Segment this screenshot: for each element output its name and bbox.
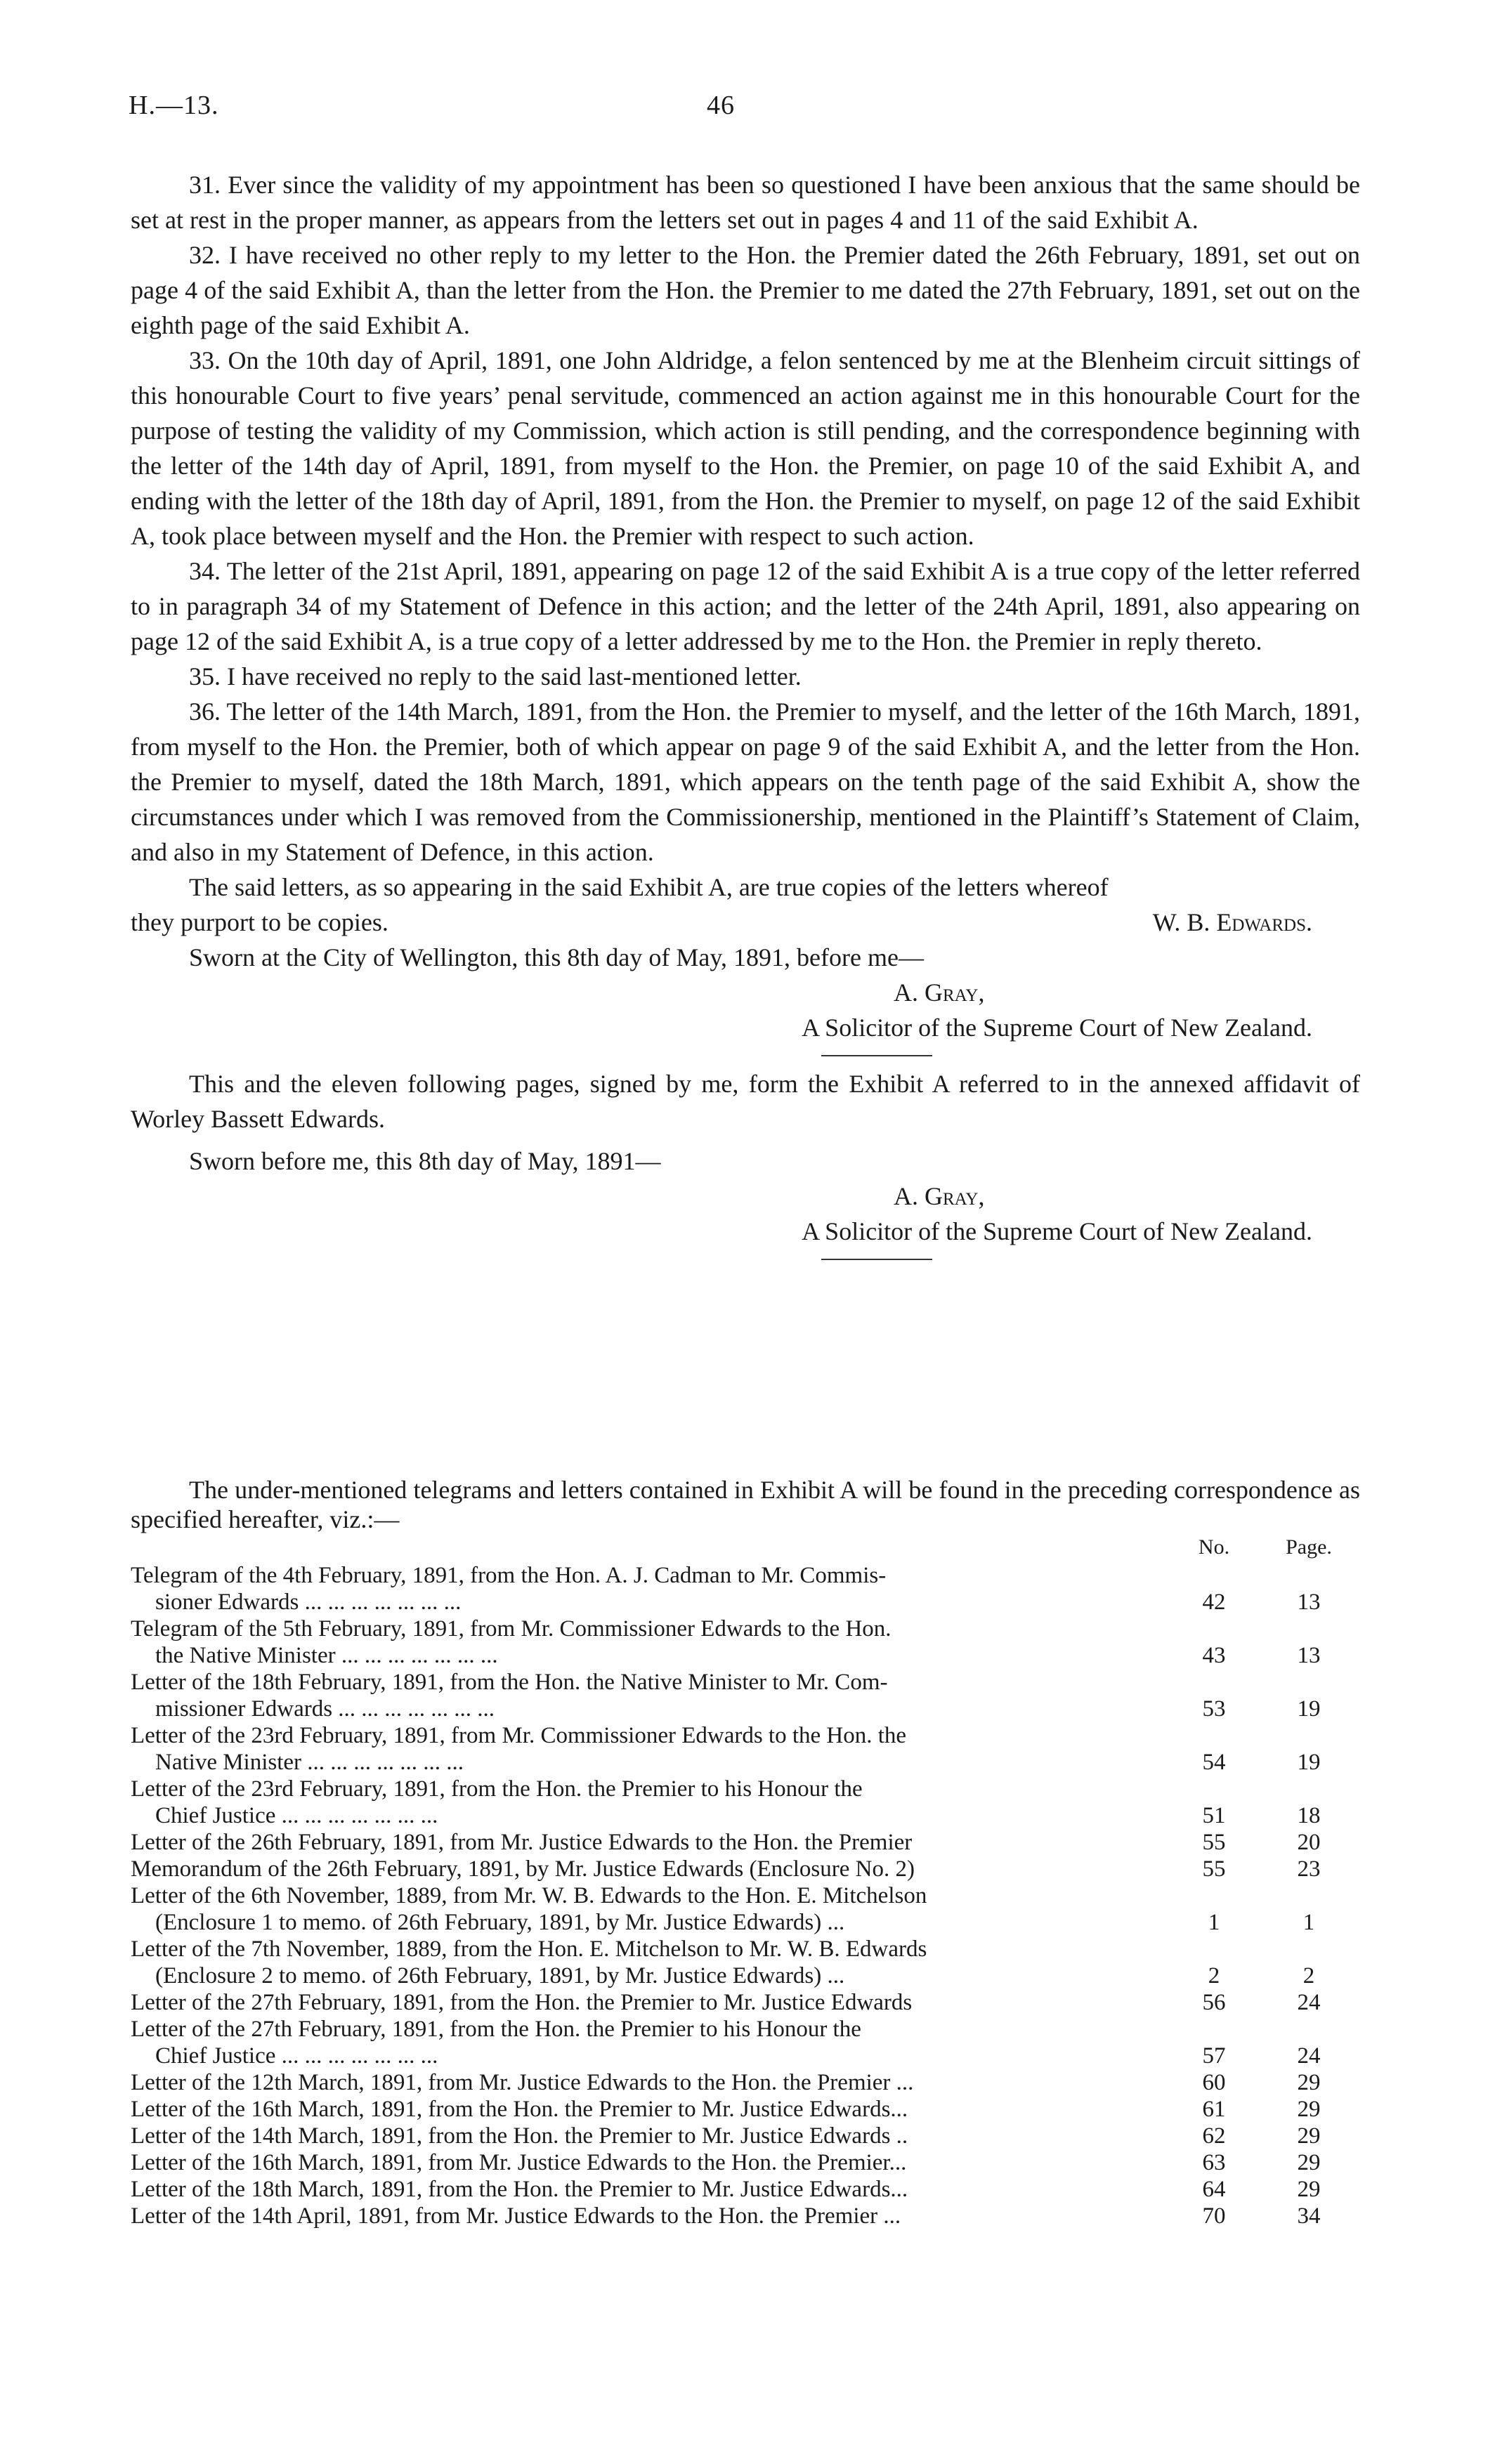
entry-page: 29 — [1297, 2097, 1321, 2122]
closing-statement: The said letters, as so appearing in the said Exhibit A, are true copies of the letters whereof — [189, 873, 1109, 901]
entry-page: 29 — [1297, 2070, 1321, 2095]
entry-page: 29 — [1297, 2177, 1321, 2202]
entry-text: Memorandum of the 26th February, 1891, by Mr. Justice Edwards (Enclosure No. 2) — [131, 1856, 915, 1882]
schedule-entry — [131, 1669, 1360, 1722]
entry-page: 24 — [1297, 1990, 1321, 2015]
entry-page: 29 — [1297, 2123, 1321, 2149]
entry-description-continued — [131, 1962, 1360, 1989]
entry-text: Letter of the 26th February, 1891, from Mr. Justice Edwards to the Hon. the Premier — [131, 1830, 913, 1855]
entry-page: 29 — [1297, 2150, 1321, 2175]
entry-number: 70 — [1202, 2203, 1226, 2229]
entry-description — [131, 1829, 1360, 1856]
entry-page: 2 — [1302, 1963, 1315, 1988]
entry-text: Chief Justice ... ... ... ... ... ... ... — [155, 1803, 438, 1828]
column-header-page: Page. — [1286, 1535, 1332, 1559]
column-header-no: No. — [1198, 1535, 1230, 1559]
paragraph-36: 36. The letter of the 14th March, 1891, from the Hon. the Premier to myself, and the letter of the 16th March, 1891, from myself to the Hon. the Premier, both of which appear on page 9 of the said Exhibit A, and the letter from the Hon. the Premier to myself, dated the 18th March, 1891, which appears on the tenth page of the said Exhibit A, show the circumstances under which I was removed from the Commissionership, mentioned in the Plaintiff’s Statement of Claim, and also in my Statement of Defence, in this action. — [131, 697, 1360, 866]
entry-page: 1 — [1302, 1910, 1315, 1935]
entry-number: 2 — [1208, 1963, 1220, 1988]
entry-description-continued — [131, 2043, 1360, 2069]
entry-number: 64 — [1202, 2177, 1226, 2202]
paragraph-32: 32. I have received no other reply to my letter to the Hon. the Premier dated the 26th February, 1891, set out on page 4 of the said Exhibit A, than the letter from the Hon. the Premier to me dated the 27th February, 1891, set out on the eighth page of the said Exhibit A. — [131, 241, 1360, 339]
entry-description — [131, 2069, 1360, 2096]
schedule-entry — [131, 2123, 1360, 2149]
entry-text: the Native Minister ... ... ... ... ... ... ... — [155, 1643, 498, 1668]
entry-description — [131, 1936, 1360, 1962]
schedule-entry — [131, 1722, 1360, 1776]
witness-title: A Solicitor of the Supreme Court of New Zealand. — [802, 1014, 1312, 1042]
entry-text: Letter of the 23rd February, 1891, from the Hon. the Premier to his Honour the — [131, 1776, 863, 1802]
entry-page: 19 — [1297, 1696, 1321, 1722]
entry-text: Letter of the 16th March, 1891, from the Hon. the Premier to Mr. Justice Edwards... — [131, 2097, 908, 2122]
entry-number: 63 — [1202, 2150, 1226, 2175]
entry-page: 34 — [1297, 2203, 1321, 2229]
entry-text: Letter of the 27th February, 1891, from the Hon. the Premier to his Honour the — [131, 2017, 861, 2042]
entry-text: Letter of the 16th March, 1891, from Mr. Justice Edwards to the Hon. the Premier... — [131, 2150, 907, 2175]
entry-description-continued — [131, 1642, 1360, 1669]
entry-description — [131, 1616, 1360, 1642]
entry-number: 55 — [1202, 1856, 1226, 1882]
entry-page: 20 — [1297, 1830, 1321, 1855]
schedule-entry — [131, 1989, 1360, 2016]
schedule-entries — [131, 1562, 1360, 2229]
entry-number: 60 — [1202, 2070, 1226, 2095]
paragraph-34: 34. The letter of the 21st April, 1891, appearing on page 12 of the said Exhibit A is a true copy of the letter referred to in paragraph 34 of my Statement of Defence in this action; and the letter of the 24th April, 1891, also appearing on page 12 of the said Exhibit A, is a true copy of a letter addressed by me to the Hon. the Premier in reply thereto. — [131, 557, 1360, 655]
entry-text: missioner Edwards ... ... ... ... ... ... ... — [155, 1696, 495, 1722]
entry-text: sioner Edwards ... ... ... ... ... ... ... — [155, 1590, 462, 1615]
entry-description — [131, 2016, 1360, 2043]
entry-description — [131, 1989, 1360, 2016]
entry-page: 18 — [1297, 1803, 1321, 1828]
affidavit-body — [131, 167, 1360, 1270]
entry-text: (Enclosure 2 to memo. of 26th February, 1891, by Mr. Justice Edwards) ... — [155, 1963, 845, 1988]
schedule-entry — [131, 1856, 1360, 1882]
schedule-intro: The under-mentioned telegrams and letters contained in Exhibit A will be found in the preceding correspondence as specified hereafter, viz.:— — [131, 1476, 1360, 1533]
witness-name: A. Gray, — [894, 978, 985, 1007]
jurat: Sworn at the City of Wellington, this 8th day of May, 1891, before me— — [189, 943, 924, 971]
section-divider-2 — [821, 1259, 932, 1260]
entry-text: Letter of the 12th March, 1891, from Mr. Justice Edwards to the Hon. the Premier ... — [131, 2070, 914, 2095]
exhibit-note: This and the eleven following pages, signed by me, form the Exhibit A referred to in the annexed affidavit of Worley Bassett Edwards. — [131, 1070, 1360, 1133]
entry-text: Letter of the 14th March, 1891, from the Hon. the Premier to Mr. Justice Edwards .. — [131, 2123, 908, 2149]
entry-description-continued — [131, 1909, 1360, 1936]
entry-description-continued — [131, 1802, 1360, 1829]
page-number: 46 — [707, 91, 735, 120]
schedule-entry — [131, 1562, 1360, 1616]
schedule-entry — [131, 2203, 1360, 2229]
schedule-entry — [131, 1776, 1360, 1829]
entry-text: Letter of the 14th April, 1891, from Mr. Justice Edwards to the Hon. the Premier ... — [131, 2203, 901, 2229]
schedule-entry — [131, 2069, 1360, 2096]
exhibit-witness-title: A Solicitor of the Supreme Court of New Zealand. — [802, 1217, 1312, 1245]
schedule-entry — [131, 1882, 1360, 1936]
entry-description — [131, 1776, 1360, 1802]
entry-description — [131, 1882, 1360, 1909]
entry-number: 57 — [1202, 2043, 1226, 2069]
paragraph-33: 33. On the 10th day of April, 1891, one John Aldridge, a felon sentenced by me at the Blenheim circuit sittings of this honourable Court to five years’ penal servitude, commenced an action against me in this honourable Court for the purpose of testing the validity of my Commission, which action is still pending, and the correspondence beginning with the letter of the 14th day of April, 1891, from myself to the Hon. the Premier, on page 10 of the said Exhibit A, and ending with the letter of the 18th day of April, 1891, from the Hon. the Premier to myself, on page 12 of the said Exhibit A, took place between myself and the Hon. the Premier with respect to such action. — [131, 346, 1360, 550]
entry-number: 42 — [1202, 1590, 1226, 1615]
paragraph-35: 35. I have received no reply to the said last-mentioned letter. — [189, 662, 802, 690]
entry-number: 53 — [1202, 1696, 1226, 1722]
document-reference: H.—13. — [129, 91, 219, 120]
schedule-entry — [131, 1936, 1360, 1989]
section-divider — [821, 1055, 932, 1056]
entry-text: Letter of the 18th February, 1891, from the Hon. the Native Minister to Mr. Com- — [131, 1670, 888, 1695]
entry-text: Letter of the 23rd February, 1891, from Mr. Commissioner Edwards to the Hon. the — [131, 1723, 907, 1748]
entry-page: 13 — [1297, 1590, 1321, 1615]
entry-description — [131, 2149, 1360, 2176]
entry-description — [131, 2203, 1360, 2229]
entry-description — [131, 2096, 1360, 2123]
exhibit-witness-name: A. Gray, — [894, 1182, 985, 1210]
schedule-entry — [131, 2176, 1360, 2203]
entry-description — [131, 1722, 1360, 1749]
schedule-entry — [131, 1616, 1360, 1669]
entry-page: 24 — [1297, 2043, 1321, 2069]
entry-text: Telegram of the 4th February, 1891, from the Hon. A. J. Cadman to Mr. Commis- — [131, 1563, 887, 1588]
entry-description — [131, 1669, 1360, 1696]
entry-description — [131, 2176, 1360, 2203]
deponent-signature: W. B. Edwards. — [1152, 908, 1312, 936]
paragraph-31: 31. Ever since the validity of my appointment has been so questioned I have been anxious that the same should be set at rest in the proper manner, as appears from the letters set out in pages 4 and 11 of the said Exhibit A. — [131, 171, 1360, 234]
entry-text: Letter of the 18th March, 1891, from the Hon. the Premier to Mr. Justice Edwards... — [131, 2177, 908, 2202]
entry-text: Letter of the 7th November, 1889, from the Hon. E. Mitchelson to Mr. W. B. Edwards — [131, 1937, 927, 1962]
entry-description-continued — [131, 1696, 1360, 1722]
entry-number: 61 — [1202, 2097, 1226, 2122]
entry-number: 55 — [1202, 1830, 1226, 1855]
entry-page: 23 — [1297, 1856, 1321, 1882]
schedule-entry — [131, 2149, 1360, 2176]
entry-description-continued — [131, 1589, 1360, 1616]
schedule-entry — [131, 2016, 1360, 2069]
entry-number: 51 — [1202, 1803, 1226, 1828]
entry-page: 13 — [1297, 1643, 1321, 1668]
entry-number: 43 — [1202, 1643, 1226, 1668]
entry-text: Telegram of the 5th February, 1891, from Mr. Commissioner Edwards to the Hon. — [131, 1616, 892, 1641]
entry-number: 62 — [1202, 2123, 1226, 2149]
entry-text: Letter of the 27th February, 1891, from the Hon. the Premier to Mr. Justice Edwards — [131, 1990, 913, 2015]
schedule-entry — [131, 2096, 1360, 2123]
schedule-column-headers — [131, 1534, 1360, 1562]
entry-description — [131, 2123, 1360, 2149]
entry-text: (Enclosure 1 to memo. of 26th February, 1891, by Mr. Justice Edwards) ... — [155, 1910, 845, 1935]
entry-number: 54 — [1202, 1750, 1226, 1775]
entry-text: Letter of the 6th November, 1889, from Mr. W. B. Edwards to the Hon. E. Mitchelson — [131, 1883, 927, 1908]
entry-description-continued — [131, 1749, 1360, 1776]
closing-statement-end: they purport to be copies. — [131, 908, 388, 936]
entry-text: Chief Justice ... ... ... ... ... ... ... — [155, 2043, 438, 2069]
entry-description — [131, 1856, 1360, 1882]
entry-number: 1 — [1208, 1910, 1220, 1935]
signature-line — [131, 905, 1360, 940]
schedule-entry — [131, 1829, 1360, 1856]
entry-page: 19 — [1297, 1750, 1321, 1775]
exhibit-jurat: Sworn before me, this 8th day of May, 1891— — [189, 1147, 661, 1175]
entry-description — [131, 1562, 1360, 1589]
exhibit-schedule — [131, 1475, 1360, 2229]
entry-text: Native Minister ... ... ... ... ... ... ... — [155, 1750, 464, 1775]
entry-number: 56 — [1202, 1990, 1226, 2015]
